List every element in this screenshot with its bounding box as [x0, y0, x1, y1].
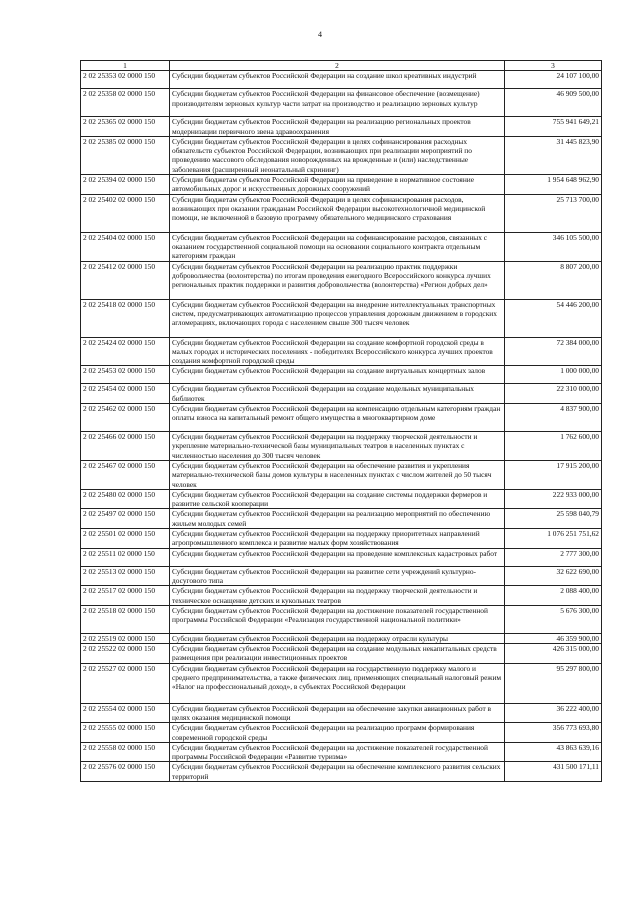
row-amount: 4 837 900,00: [505, 404, 602, 432]
table-row: [81, 742, 602, 762]
row-name: Субсидии бюджетам субъектов Российской Федерации на реализацию мероприятий по обеспечению жильем молодых семей: [170, 509, 505, 529]
row-code: 2 02 25466 02 0000 150: [81, 432, 170, 461]
row-amount: 22 310 000,00: [505, 384, 602, 404]
row-name: Субсидии бюджетам субъектов Российской Федерации на поддержку творческой деятельности и техническое оснащение детских и кукольных театров: [170, 586, 505, 606]
table-row: [81, 261, 602, 299]
row-code: 2 02 25385 02 0000 150: [81, 136, 170, 174]
row-name: Субсидии бюджетам субъектов Российской Федерации на создание школ креативных индустрий: [170, 71, 505, 89]
row-amount: 17 915 200,00: [505, 460, 602, 489]
table-row: [81, 703, 602, 723]
row-amount: 755 941 649,21: [505, 117, 602, 137]
row-code: 2 02 25418 02 0000 150: [81, 299, 170, 337]
row-code: 2 02 25402 02 0000 150: [81, 194, 170, 232]
row-code: 2 02 25497 02 0000 150: [81, 509, 170, 529]
table-row: [81, 566, 602, 586]
row-name: Субсидии бюджетам субъектов Российской Федерации на создание модельных муниципальных библиотек: [170, 384, 505, 404]
row-amount: 25 713 700,00: [505, 194, 602, 232]
row-name: Субсидии бюджетам субъектов Российской Федерации на обеспечение развития и укрепления материально-технической базы домов культуры в населенных пунктах с числом жителей до 50 тысяч человек: [170, 460, 505, 489]
row-code: 2 02 25527 02 0000 150: [81, 663, 170, 703]
row-name: Субсидии бюджетам субъектов Российской Федерации на создание модульных некапитальных средств размещения при реализации инвестиционных проектов: [170, 644, 505, 664]
row-name: Субсидии бюджетам субъектов Российской Федерации на реализацию региональных проектов модернизации первичного звена здравоохранения: [170, 117, 505, 137]
table-row: [81, 644, 602, 664]
table-row: [81, 586, 602, 606]
table-row: [81, 337, 602, 366]
row-amount: 25 598 040,79: [505, 509, 602, 529]
table-row: [81, 299, 602, 337]
budget-table: [80, 60, 602, 782]
row-amount: 36 222 400,00: [505, 703, 602, 723]
row-name: Субсидии бюджетам субъектов Российской Федерации на проведение комплексных кадастровых работ: [170, 548, 505, 566]
row-name: Субсидии бюджетам субъектов Российской Федерации на внедрение интеллектуальных транспортных систем, предусматривающих автоматизацию процессов управления дорожным движением в городских агломерациях, включающих города с населением свыше 300 тысяч человек: [170, 299, 505, 337]
row-code: 2 02 25480 02 0000 150: [81, 489, 170, 509]
table-row: [81, 366, 602, 384]
row-name: Субсидии бюджетам субъектов Российской Федерации на создание системы поддержки фермеров и развитие сельской кооперации: [170, 489, 505, 509]
table-row: [81, 117, 602, 137]
table-row: [81, 663, 602, 703]
row-code: 2 02 25358 02 0000 150: [81, 89, 170, 117]
row-amount: 72 384 000,00: [505, 337, 602, 366]
row-amount: 426 315 000,00: [505, 644, 602, 664]
row-name: Субсидии бюджетам субъектов Российской Федерации на софинансирование расходов, связанных с оказанием государственной социальной помощи на основании социального контракта отдельным категориям граждан: [170, 232, 505, 261]
table-row: [81, 175, 602, 195]
row-name: Субсидии бюджетам субъектов Российской Федерации на поддержку отрасли культуры: [170, 633, 505, 643]
row-amount: 1 076 251 751,62: [505, 529, 602, 549]
row-amount: 356 773 693,80: [505, 723, 602, 743]
page-number: 4: [318, 30, 322, 39]
row-amount: 95 297 800,00: [505, 663, 602, 703]
row-code: 2 02 25462 02 0000 150: [81, 404, 170, 432]
table-row: [81, 489, 602, 509]
row-name: Субсидии бюджетам субъектов Российской Федерации в целях софинансирования расходных обязательств субъектов Российской Федерации, возникающих при реализации мероприятий по проведению массового обследования новорожденных на врожденные и (или) наследственные заболевания (расширенный неонатальный скрининг): [170, 136, 505, 174]
table-row: [81, 509, 602, 529]
row-amount: 1 000 000,00: [505, 366, 602, 384]
row-name: Субсидии бюджетам субъектов Российской Федерации на поддержку творческой деятельности и укрепление материально-технической базы муниципальных театров в населенных пунктах с численностью населения до 300 тысяч человек: [170, 432, 505, 461]
row-name: Субсидии бюджетам субъектов Российской Федерации на создание виртуальных концертных залов: [170, 366, 505, 384]
row-name: Субсидии бюджетам субъектов Российской Федерации на достижение показателей государственной программы Российской Федерации «Реализация государственной национальной политики»: [170, 605, 505, 633]
row-amount: 8 807 200,00: [505, 261, 602, 299]
table-row: [81, 529, 602, 549]
row-name: Субсидии бюджетам субъектов Российской Федерации в целях софинансирования расходов, возникающих при оказании гражданам Российской Федерации высокотехнологичной медицинской помощи, не включенной в базовую программу обязательного медицинского страхования: [170, 194, 505, 232]
row-code: 2 02 25519 02 0000 150: [81, 633, 170, 643]
row-amount: 32 622 690,00: [505, 566, 602, 586]
row-code: 2 02 25424 02 0000 150: [81, 337, 170, 366]
header-col-2: 2: [170, 61, 505, 71]
row-code: 2 02 25513 02 0000 150: [81, 566, 170, 586]
row-name: Субсидии бюджетам субъектов Российской Федерации на государственную поддержку малого и среднего предпринимательства, а также физических лиц, применяющих специальный налоговый режим «Налог на профессиональный доход», в субъектах Российской Федерации: [170, 663, 505, 703]
row-name: Субсидии бюджетам субъектов Российской Федерации на реализацию программ формирования современной городской среды: [170, 723, 505, 743]
row-code: 2 02 25412 02 0000 150: [81, 261, 170, 299]
row-name: Субсидии бюджетам субъектов Российской Федерации на компенсацию отдельным категориям граждан оплаты взноса на капитальный ремонт общего имущества в многоквартирном доме: [170, 404, 505, 432]
row-name: Субсидии бюджетам субъектов Российской Федерации на обеспечение комплексного развития сельских территорий: [170, 762, 505, 782]
row-code: 2 02 25576 02 0000 150: [81, 762, 170, 782]
row-amount: 31 445 823,90: [505, 136, 602, 174]
row-name: Субсидии бюджетам субъектов Российской Федерации на реализацию практик поддержки добровольчества (волонтерства) по итогам проведения ежегодного Всероссийского конкурса лучших региональных практик поддержки и развития добровольчества (волонтерства) «Регион добрых дел»: [170, 261, 505, 299]
row-code: 2 02 25454 02 0000 150: [81, 384, 170, 404]
row-amount: 1 762 600,00: [505, 432, 602, 461]
row-amount: 46 359 900,00: [505, 633, 602, 643]
row-code: 2 02 25558 02 0000 150: [81, 742, 170, 762]
row-code: 2 02 25555 02 0000 150: [81, 723, 170, 743]
table-row: [81, 762, 602, 782]
row-code: 2 02 25554 02 0000 150: [81, 703, 170, 723]
row-amount: 2 777 300,00: [505, 548, 602, 566]
row-name: Субсидии бюджетам субъектов Российской Федерации на развитие сети учреждений культурно-досугового типа: [170, 566, 505, 586]
row-amount: 222 933 000,00: [505, 489, 602, 509]
row-amount: 346 105 500,00: [505, 232, 602, 261]
row-code: 2 02 25353 02 0000 150: [81, 71, 170, 89]
row-name: Субсидии бюджетам субъектов Российской Федерации на финансовое обеспечение (возмещение) производителям зерновых культур части затрат на производство и реализацию зерновых культур: [170, 89, 505, 117]
table-row: [81, 633, 602, 643]
row-code: 2 02 25394 02 0000 150: [81, 175, 170, 195]
table-row: [81, 71, 602, 89]
table-row: [81, 404, 602, 432]
table-row: [81, 605, 602, 633]
table-row: [81, 460, 602, 489]
row-code: 2 02 25517 02 0000 150: [81, 586, 170, 606]
table-row: [81, 194, 602, 232]
table-row: [81, 136, 602, 174]
row-code: 2 02 25511 02 0000 150: [81, 548, 170, 566]
row-name: Субсидии бюджетам субъектов Российской Федерации на приведение в нормативное состояние автомобильных дорог и искусственных дорожных сооружений: [170, 175, 505, 195]
row-name: Субсидии бюджетам субъектов Российской Федерации на достижение показателей государственной программы Российской Федерации «Развитие туризма»: [170, 742, 505, 762]
row-code: 2 02 25518 02 0000 150: [81, 605, 170, 633]
row-amount: 431 500 171,11: [505, 762, 602, 782]
row-amount: 5 676 300,00: [505, 605, 602, 633]
row-amount: 43 863 639,16: [505, 742, 602, 762]
row-code: 2 02 25404 02 0000 150: [81, 232, 170, 261]
header-col-3: 3: [505, 61, 602, 71]
table-row: [81, 548, 602, 566]
row-code: 2 02 25501 02 0000 150: [81, 529, 170, 549]
table-row: [81, 723, 602, 743]
row-amount: 24 107 100,00: [505, 71, 602, 89]
row-code: 2 02 25453 02 0000 150: [81, 366, 170, 384]
table-row: [81, 432, 602, 461]
header-col-1: 1: [81, 61, 170, 71]
row-amount: 2 088 400,00: [505, 586, 602, 606]
row-code: 2 02 25467 02 0000 150: [81, 460, 170, 489]
row-amount: 54 446 200,00: [505, 299, 602, 337]
row-code: 2 02 25365 02 0000 150: [81, 117, 170, 137]
row-amount: 1 954 648 962,90: [505, 175, 602, 195]
budget-table-body: [81, 61, 602, 782]
row-code: 2 02 25522 02 0000 150: [81, 644, 170, 664]
table-header-row: [81, 61, 602, 71]
table-row: [81, 232, 602, 261]
table-row: [81, 89, 602, 117]
row-name: Субсидии бюджетам субъектов Российской Федерации на поддержку приоритетных направлений агропромышленного комплекса и развитие малых форм хозяйствования: [170, 529, 505, 549]
row-amount: 46 909 500,00: [505, 89, 602, 117]
table-row: [81, 384, 602, 404]
row-name: Субсидии бюджетам субъектов Российской Федерации на обеспечение закупки авиационных работ в целях оказания медицинской помощи: [170, 703, 505, 723]
row-name: Субсидии бюджетам субъектов Российской Федерации на создание комфортной городской среды в малых городах и исторических поселениях - победителях Всероссийского конкурса лучших проектов создания комфортной городской среды: [170, 337, 505, 366]
